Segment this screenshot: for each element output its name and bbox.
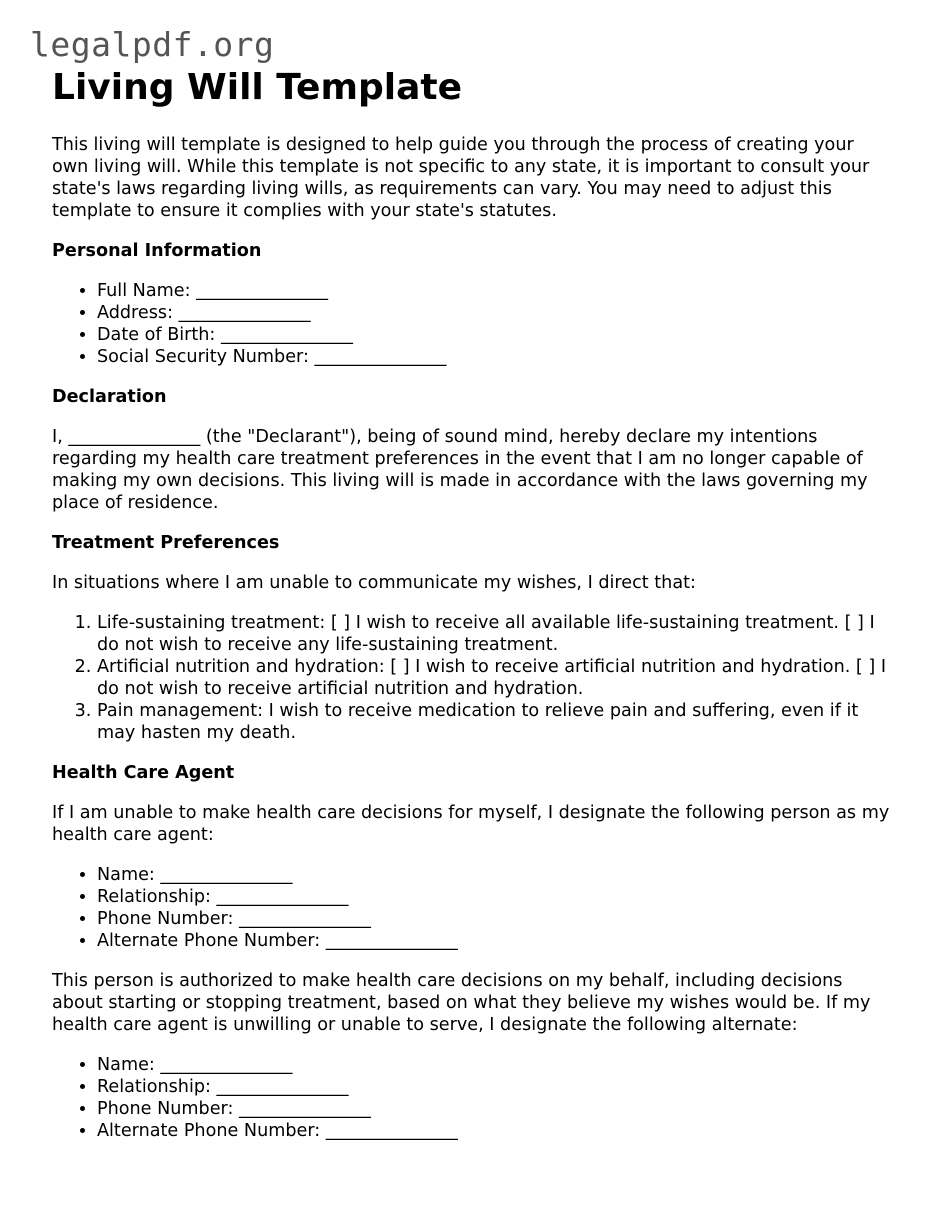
intro-paragraph: This living will template is designed to help guide you through the process of creating your own living will. While this template is not specific to any state, it is important to consult your state's laws regarding living wills, as requirements can vary. You may need to adjust this template to ensure it complies with your state's statutes. <box>52 135 870 221</box>
agent-intro: If I am unable to make health care decisions for myself, I designate the following person as my health care agent: <box>52 803 890 845</box>
list-item: • Date of Birth: _______________ <box>97 324 892 346</box>
treatment-list <box>52 612 892 744</box>
declaration-heading: Declaration <box>52 387 167 407</box>
page-title: Living Will Template <box>52 67 463 108</box>
alternate-agent-list <box>52 1054 892 1142</box>
treatment-heading: Treatment Preferences <box>52 533 280 553</box>
agent-list <box>52 864 892 952</box>
list-item: • Full Name: _______________ <box>97 280 892 302</box>
personal-info-list <box>52 280 892 368</box>
list-item: 3. Pain management: I wish to receive medication to relieve pain and suffering, even if it may hasten my death. <box>97 700 892 744</box>
list-item: • Phone Number: _______________ <box>97 1098 892 1120</box>
document-body <box>52 66 892 1160</box>
list-item: • Alternate Phone Number: _______________ <box>97 1120 892 1142</box>
list-item: • Social Security Number: _______________ <box>97 346 892 368</box>
list-item: 2. Artificial nutrition and hydration: [ ] I wish to receive artificial nutrition and hydration. [ ] I do not wish to receive artificial nutrition and hydration. <box>97 656 892 700</box>
list-item: • Address: _______________ <box>97 302 892 324</box>
declaration-paragraph: I, _______________ (the "Declarant"), being of sound mind, hereby declare my intentions regarding my health care treatment preferences in the event that I am no longer capable of making my own decisions. This living will is made in accordance with the laws governing my place of residence. <box>52 427 868 513</box>
personal-info-heading: Personal Information <box>52 241 262 261</box>
watermark: legalpdf.org <box>30 25 275 64</box>
list-item: • Name: _______________ <box>97 1054 892 1076</box>
list-item: • Alternate Phone Number: _______________ <box>97 930 892 952</box>
agent-authority-paragraph: This person is authorized to make health care decisions on my behalf, including decisions about starting or stopping treatment, based on what they believe my wishes would be. If my health care agent is unwilling or unable to serve, I designate the following alternate: <box>52 971 871 1035</box>
treatment-intro: In situations where I am unable to communicate my wishes, I direct that: <box>52 573 696 593</box>
list-item: • Relationship: _______________ <box>97 1076 892 1098</box>
list-item: • Phone Number: _______________ <box>97 908 892 930</box>
agent-heading: Health Care Agent <box>52 763 235 783</box>
list-item: • Relationship: _______________ <box>97 886 892 908</box>
list-item: • Name: _______________ <box>97 864 892 886</box>
list-item: 1. Life-sustaining treatment: [ ] I wish to receive all available life-sustaining treatment. [ ] I do not wish to receive any life-sustaining treatment. <box>97 612 892 656</box>
